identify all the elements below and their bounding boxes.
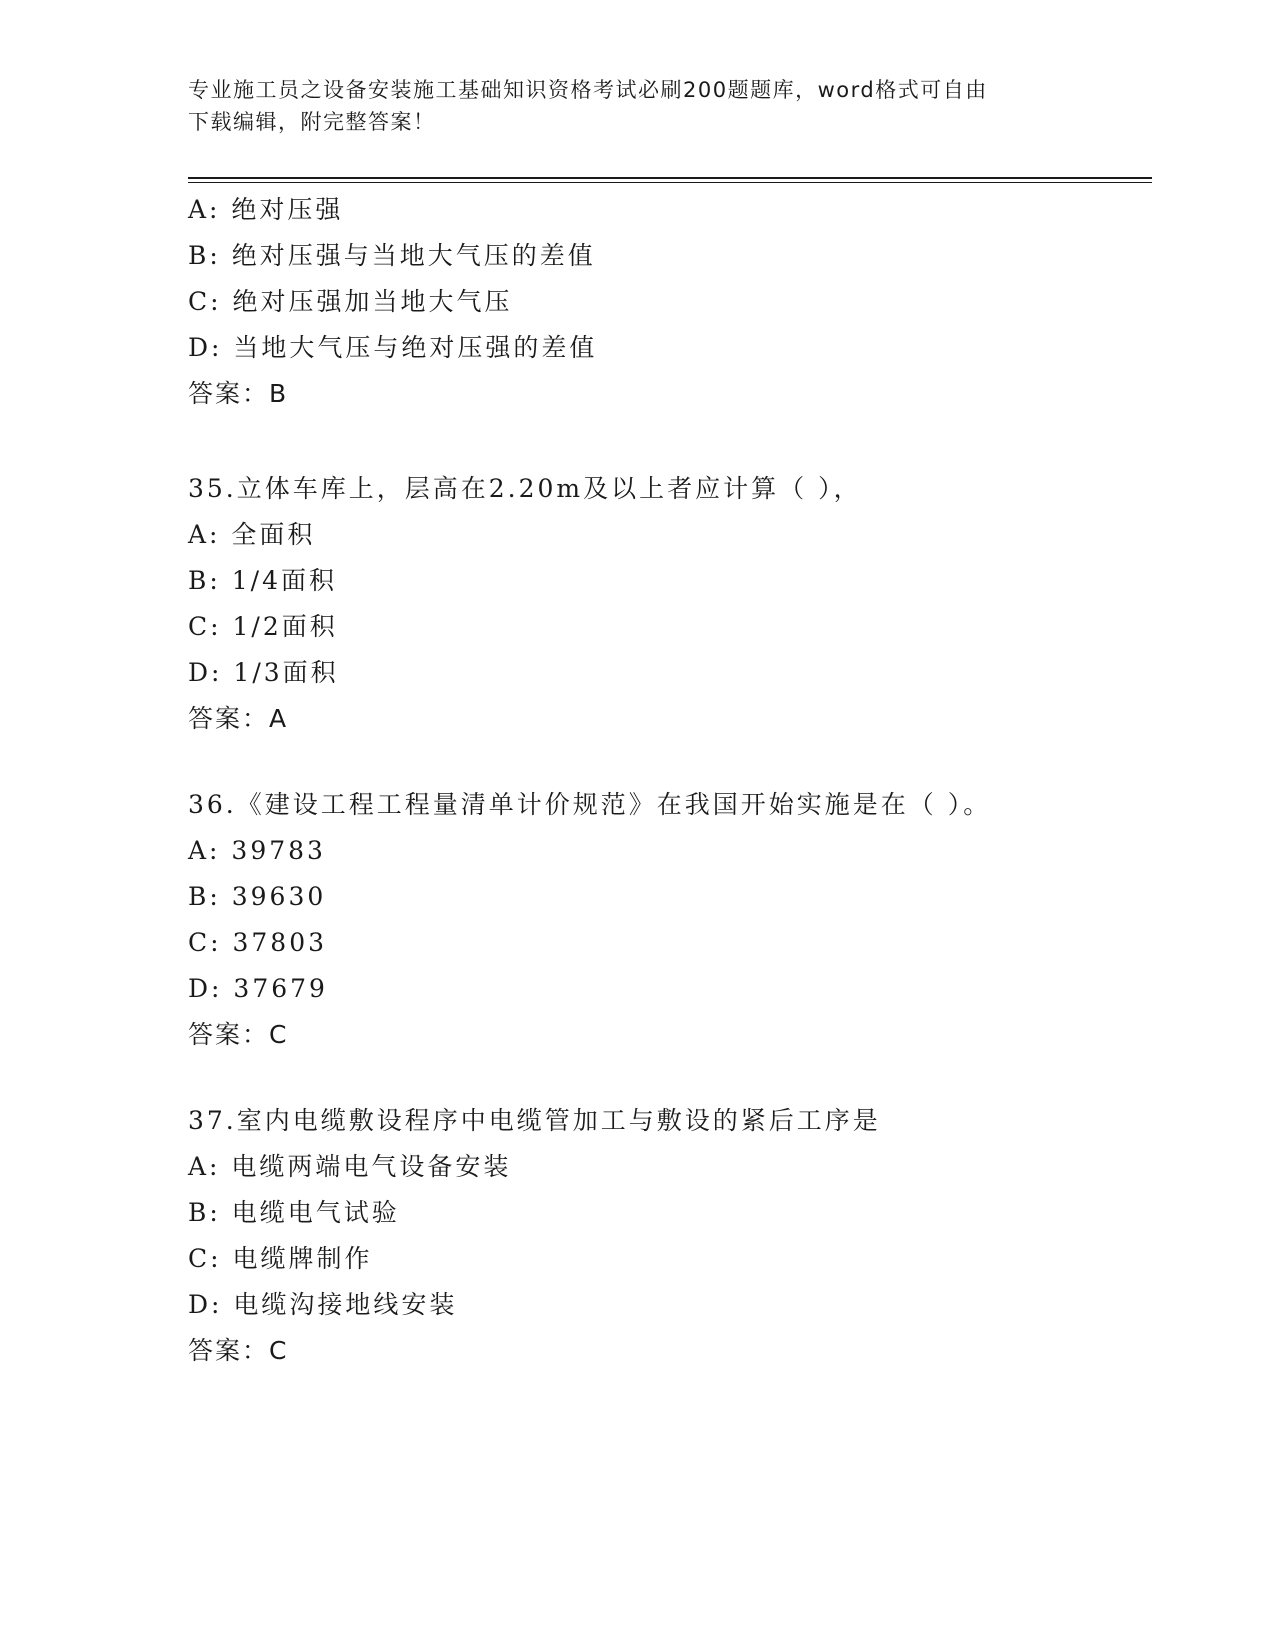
question-36-block xyxy=(188,782,1148,1058)
header-rule-thin xyxy=(188,182,1152,183)
q37-answer: 答案：C xyxy=(188,1336,289,1365)
question-35-block xyxy=(188,466,1148,742)
q34-option-a: A: 绝对压强 xyxy=(188,195,344,224)
question-37-block xyxy=(188,1098,1148,1374)
q34-answer: 答案：B xyxy=(188,379,289,408)
q36-stem: 36.《建设工程工程量清单计价规范》在我国开始实施是在（ ）。 xyxy=(188,790,992,819)
question-34-block xyxy=(188,187,1148,417)
q34-option-d: D: 当地大气压与绝对压强的差值 xyxy=(188,333,598,362)
q37-option-b: B: 电缆电气试验 xyxy=(188,1198,400,1227)
q34-option-c: C: 绝对压强加当地大气压 xyxy=(188,287,513,316)
q35-option-a: A: 全面积 xyxy=(188,520,316,549)
q35-option-c: C: 1/2面积 xyxy=(188,612,338,641)
q36-option-d: D: 37679 xyxy=(188,974,328,1003)
q34-option-b: B: 绝对压强与当地大气压的差值 xyxy=(188,241,596,270)
header-line-2: 下载编辑，附完整答案！ xyxy=(188,110,436,134)
q37-option-d: D: 电缆沟接地线安装 xyxy=(188,1290,458,1319)
q36-answer: 答案：C xyxy=(188,1020,289,1049)
q36-option-c: C: 37803 xyxy=(188,928,328,957)
q37-stem: 37.室内电缆敷设程序中电缆管加工与敷设的紧后工序是 xyxy=(188,1106,881,1135)
q35-stem: 35.立体车库上，层高在2.20m及以上者应计算（ ）， xyxy=(188,474,862,503)
q36-option-b: B: 39630 xyxy=(188,882,327,911)
q35-option-b: B: 1/4面积 xyxy=(188,566,337,595)
q36-option-a: A: 39783 xyxy=(188,836,326,865)
q35-answer: 答案：A xyxy=(188,704,289,733)
q37-option-c: C: 电缆牌制作 xyxy=(188,1244,373,1273)
q37-option-a: A: 电缆两端电气设备安装 xyxy=(188,1152,512,1181)
document-header xyxy=(188,74,1088,138)
q35-option-d: D: 1/3面积 xyxy=(188,658,339,687)
header-line-1: 专业施工员之设备安装施工基础知识资格考试必刷200题题库，word格式可自由 xyxy=(188,78,988,102)
header-rule-thick xyxy=(188,177,1152,179)
